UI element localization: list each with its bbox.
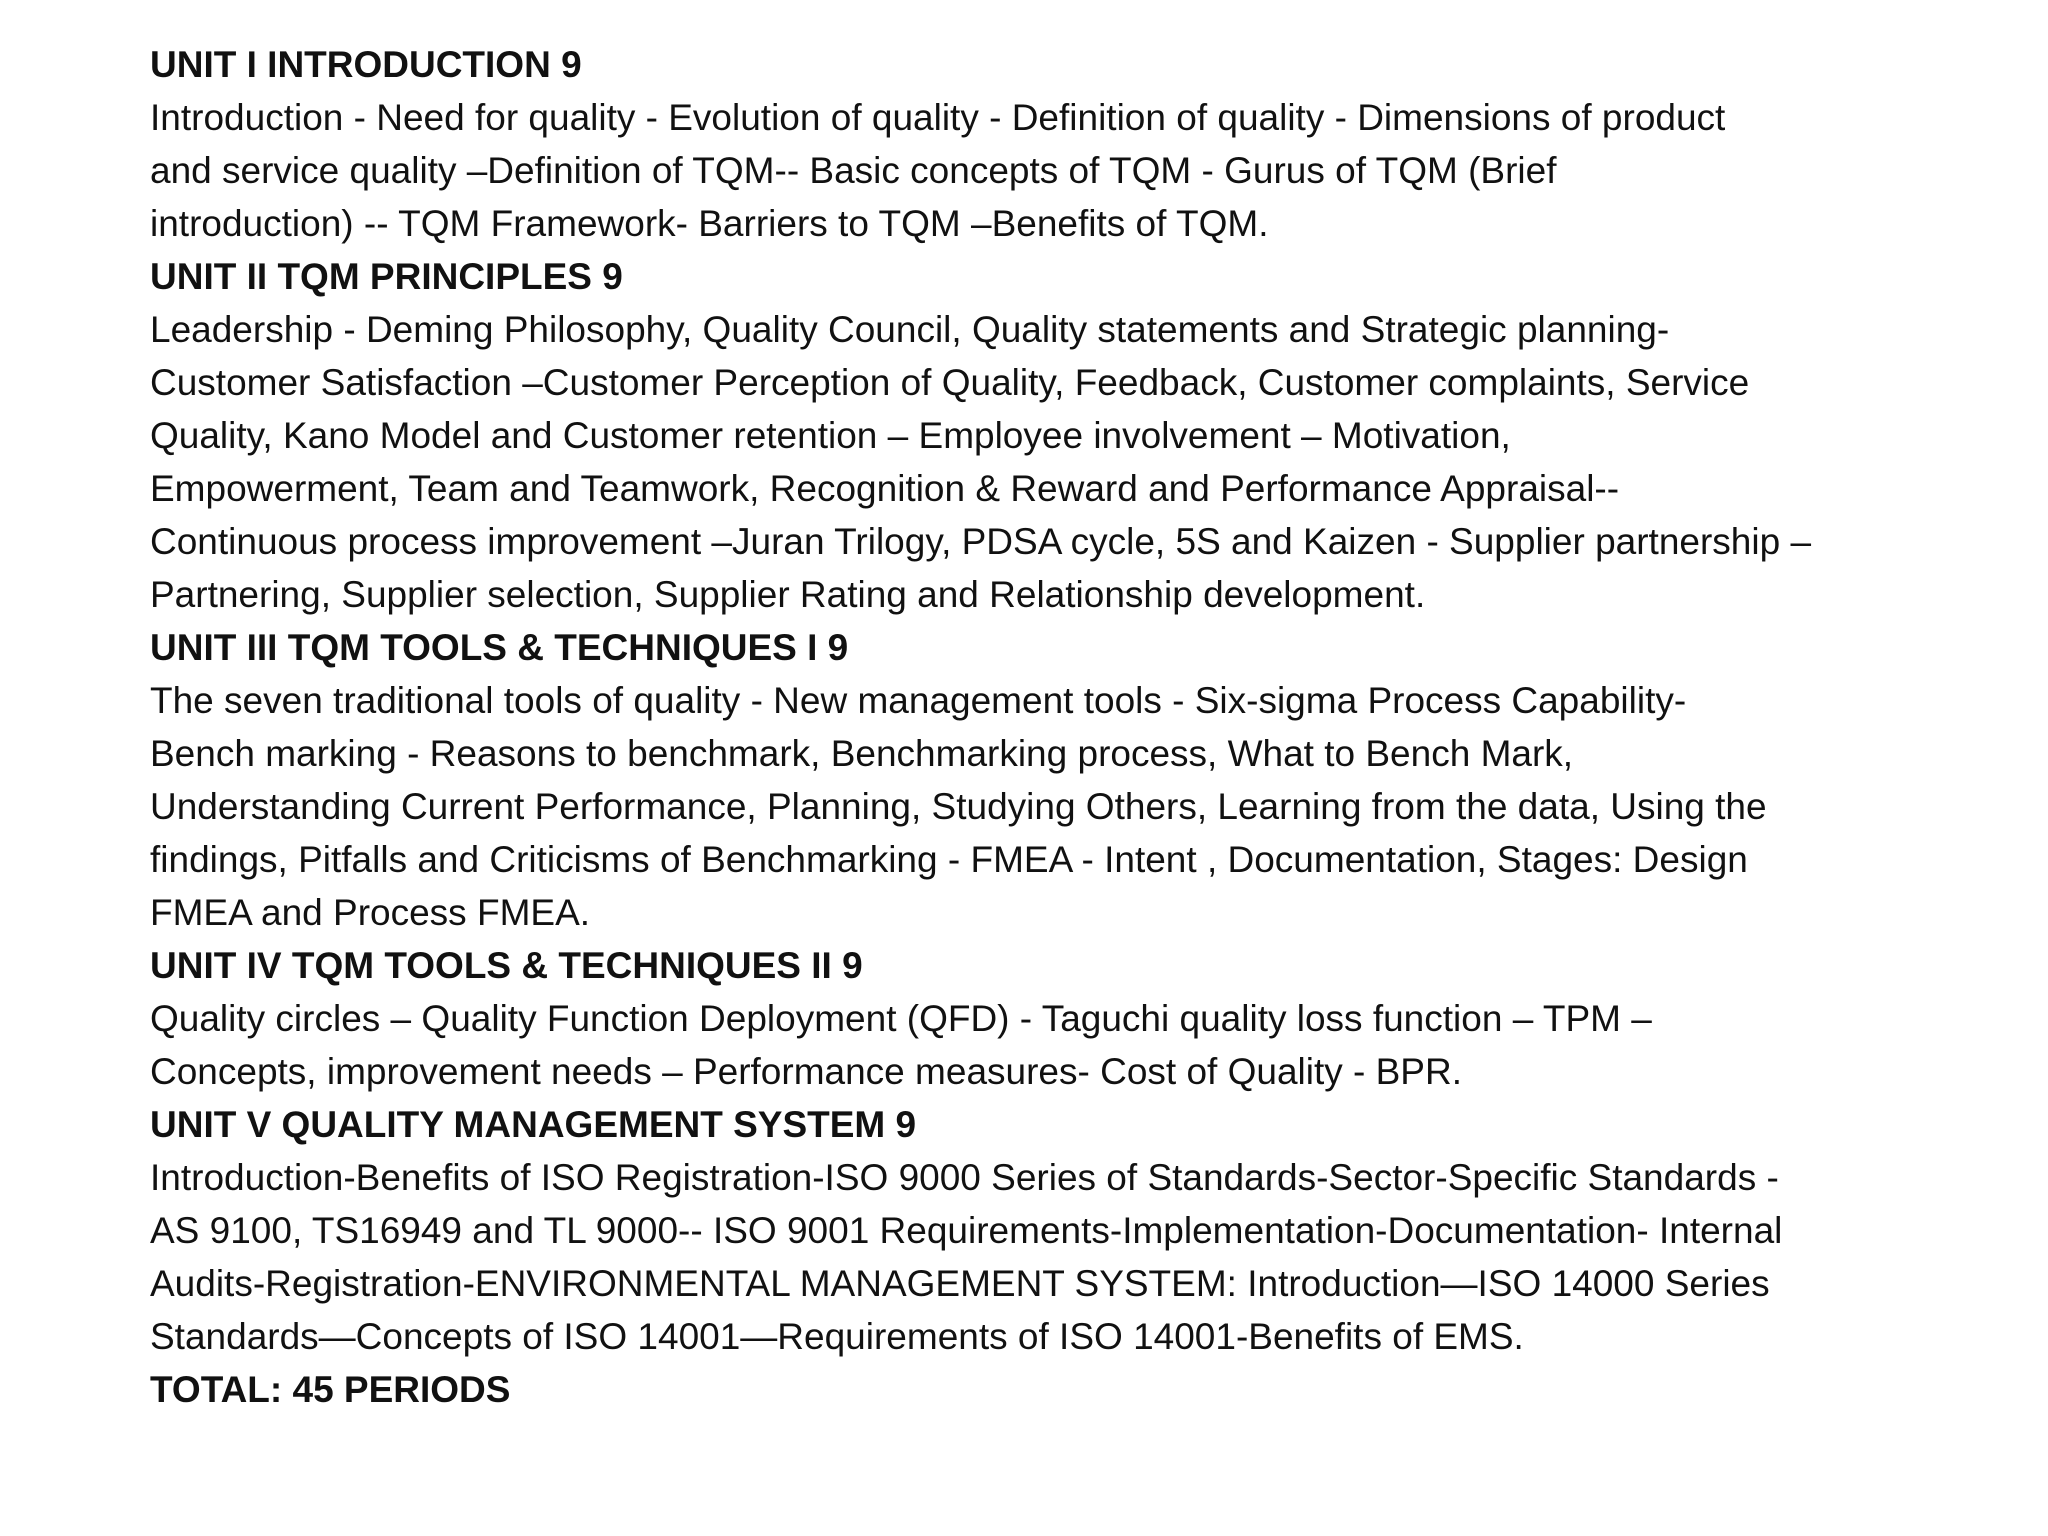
unit-heading: UNIT V QUALITY MANAGEMENT SYSTEM 9	[150, 1104, 917, 1145]
unit-text-line: Concepts, improvement needs – Performance measures- Cost of Quality - BPR.	[150, 1051, 1462, 1092]
unit-section	[150, 1098, 1950, 1363]
unit-text-line: Introduction-Benefits of ISO Registration-ISO 9000 Series of Standards-Sector-Specific Standards -	[150, 1157, 1779, 1198]
unit-text-line: Partnering, Supplier selection, Supplier Rating and Relationship development.	[150, 574, 1426, 615]
total-periods: TOTAL: 45 PERIODS	[150, 1369, 511, 1410]
unit-text-line: Quality circles – Quality Function Deployment (QFD) - Taguchi quality loss function – TPM –	[150, 998, 1652, 1039]
unit-section	[150, 250, 1950, 621]
unit-text-line: Understanding Current Performance, Planning, Studying Others, Learning from the data, Using the	[150, 786, 1767, 827]
unit-text-line: Customer Satisfaction –Customer Perception of Quality, Feedback, Customer complaints, Service	[150, 362, 1750, 403]
unit-section	[150, 939, 1950, 1098]
unit-text-line: findings, Pitfalls and Criticisms of Benchmarking - FMEA - Intent , Documentation, Stages: Design	[150, 839, 1748, 880]
unit-text-line: Standards—Concepts of ISO 14001—Requirements of ISO 14001-Benefits of EMS.	[150, 1316, 1524, 1357]
unit-heading: UNIT II TQM PRINCIPLES 9	[150, 256, 623, 297]
unit-text-line: Empowerment, Team and Teamwork, Recognition & Reward and Performance Appraisal--	[150, 468, 1620, 509]
unit-text-line: AS 9100, TS16949 and TL 9000-- ISO 9001 Requirements-Implementation-Documentation- Internal	[150, 1210, 1783, 1251]
unit-text-line: Audits-Registration-ENVIRONMENTAL MANAGEMENT SYSTEM: Introduction—ISO 14000 Series	[150, 1263, 1770, 1304]
unit-section	[150, 621, 1950, 939]
unit-text-line: Introduction - Need for quality - Evolution of quality - Definition of quality - Dimensions of product	[150, 97, 1726, 138]
unit-heading: UNIT IV TQM TOOLS & TECHNIQUES II 9	[150, 945, 863, 986]
unit-text-line: Leadership - Deming Philosophy, Quality Council, Quality statements and Strategic planning-	[150, 309, 1670, 350]
unit-text-line: and service quality –Definition of TQM-- Basic concepts of TQM - Gurus of TQM (Brief	[150, 150, 1557, 191]
unit-text-line: FMEA and Process FMEA.	[150, 892, 591, 933]
unit-text-line: Bench marking - Reasons to benchmark, Benchmarking process, What to Bench Mark,	[150, 733, 1574, 774]
unit-section	[150, 38, 1950, 250]
unit-heading: UNIT I INTRODUCTION 9	[150, 44, 582, 85]
unit-text-line: The seven traditional tools of quality - New management tools - Six-sigma Process Capability-	[150, 680, 1687, 721]
unit-text-line: Continuous process improvement –Juran Trilogy, PDSA cycle, 5S and Kaizen - Supplier partnership –	[150, 521, 1812, 562]
unit-text-line: introduction) -- TQM Framework- Barriers to TQM –Benefits of TQM.	[150, 203, 1269, 244]
unit-heading: UNIT III TQM TOOLS & TECHNIQUES I 9	[150, 627, 849, 668]
unit-text-line: Quality, Kano Model and Customer retention – Employee involvement – Motivation,	[150, 415, 1511, 456]
syllabus-document	[150, 38, 1950, 1416]
